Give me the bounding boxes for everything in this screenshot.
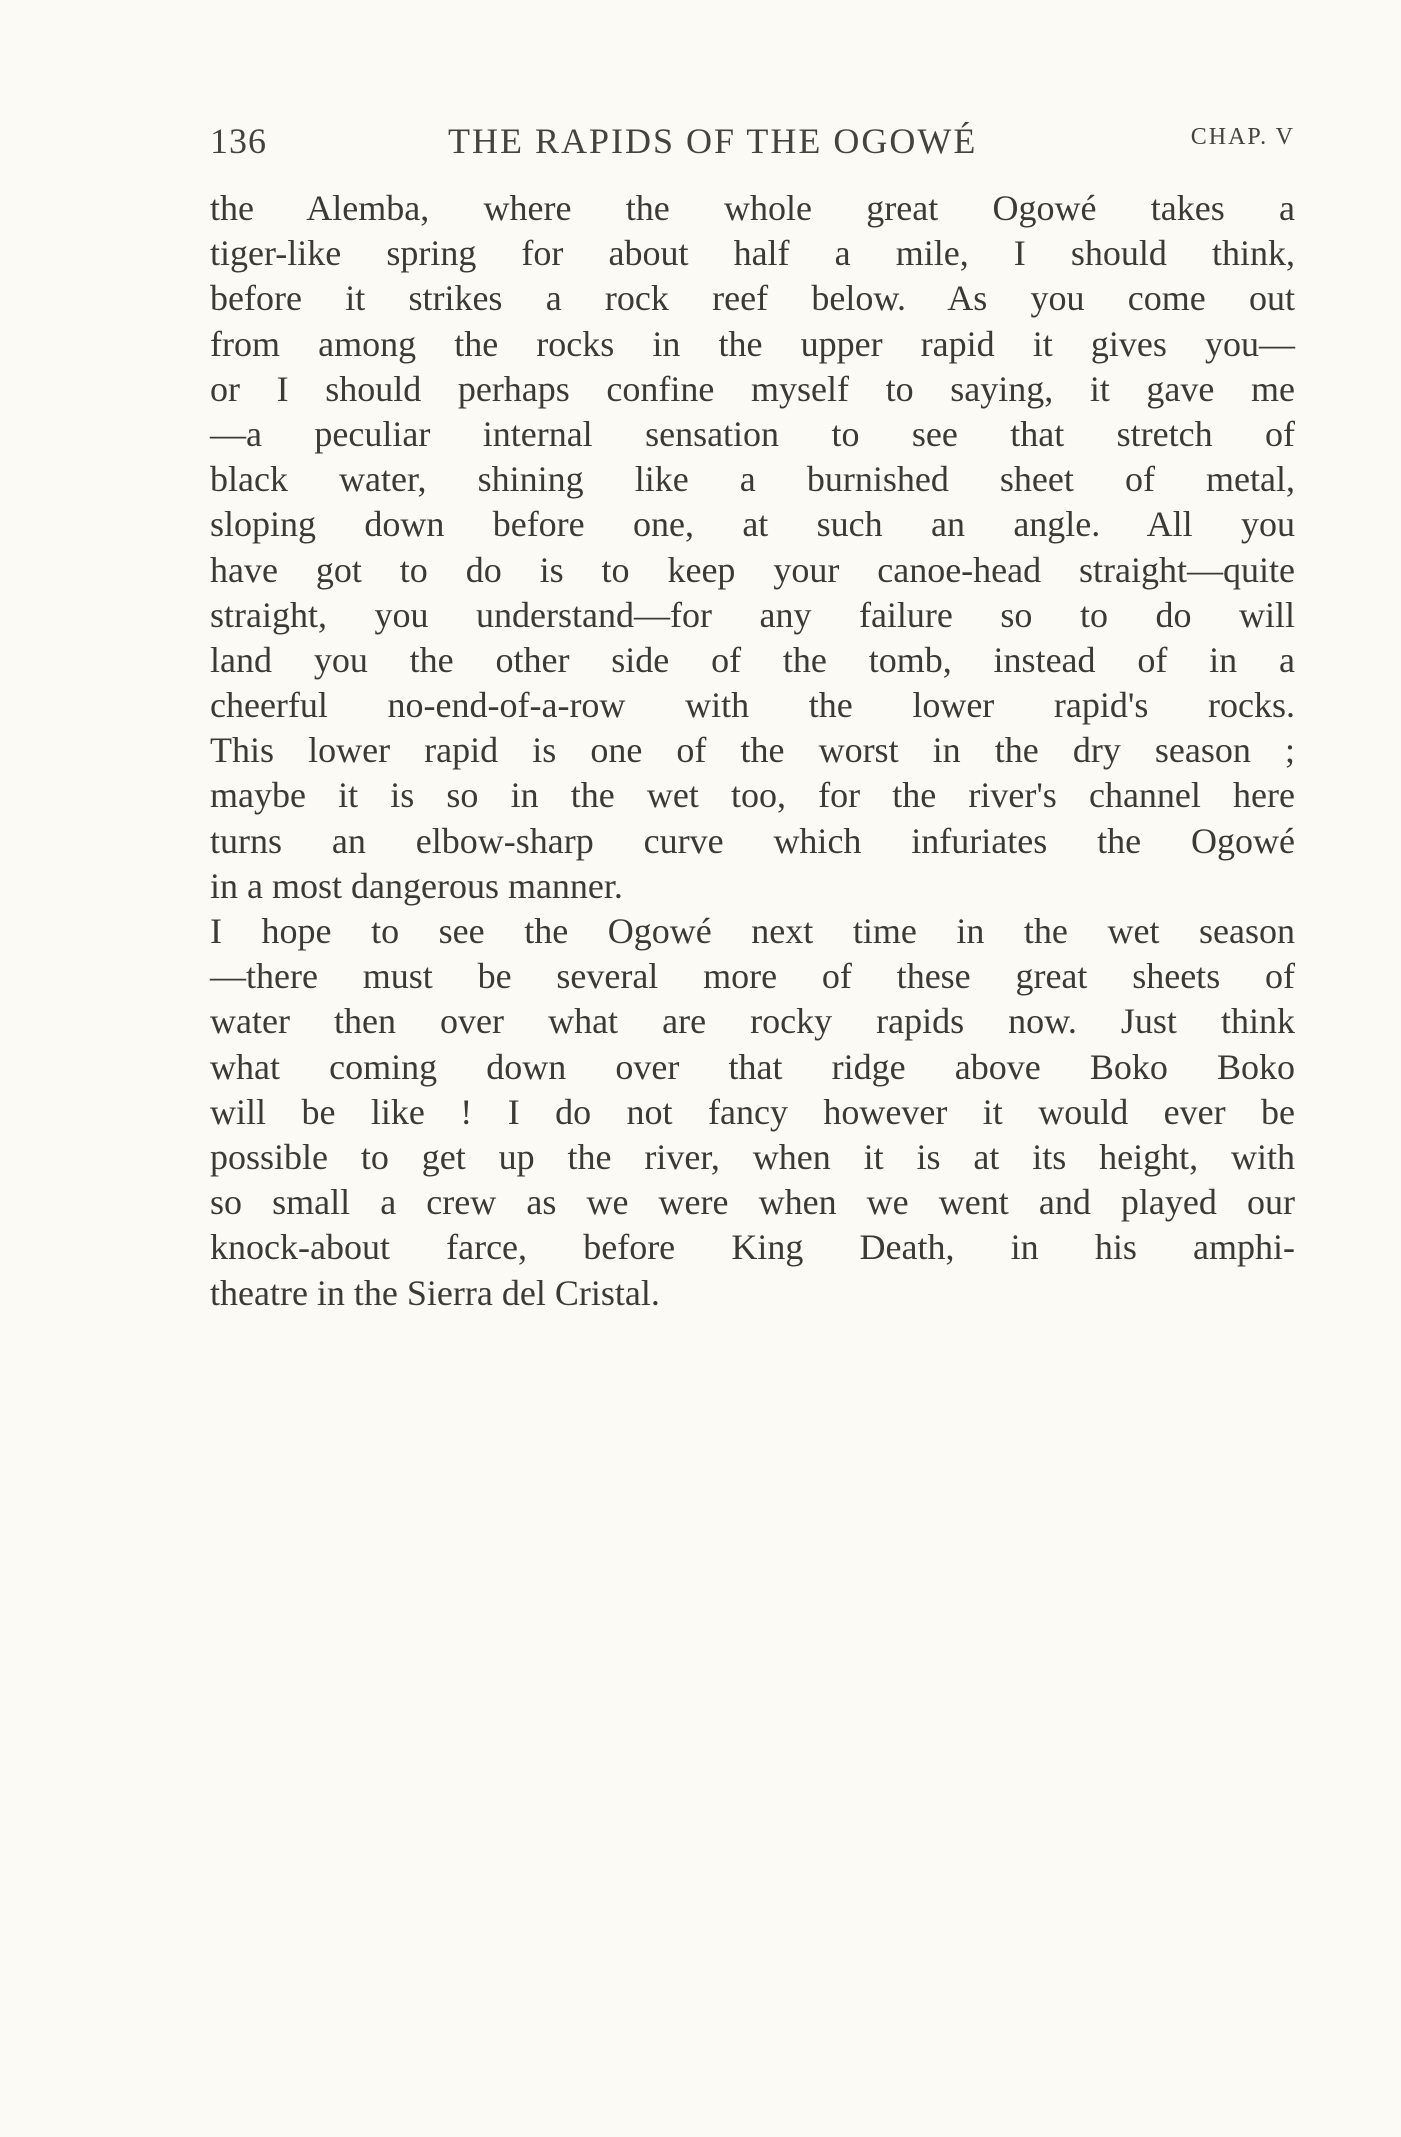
- running-title: THE RAPIDS OF THE OGOWÉ: [448, 121, 978, 161]
- text-line: will be like ! I do not fancy however it would ever be: [210, 1091, 1295, 1132]
- text-line: the Alemba, where the whole great Ogowé takes a: [210, 188, 1295, 228]
- text-line: before it strikes a rock reef below. As you come out: [210, 278, 1295, 319]
- text-line: in a most dangerous manner.: [210, 865, 623, 906]
- text-line: so small a crew as we were when we went and played our: [210, 1182, 1295, 1223]
- text-line: —a peculiar internal sensation to see that stretch of: [210, 413, 1295, 454]
- text-line: water then over what are rocky rapids now. Just think: [210, 1001, 1295, 1042]
- body-text: [210, 186, 1295, 1316]
- text-line: I hope to see the Ogowé next time in the wet season: [210, 911, 1295, 951]
- text-line: what coming down over that ridge above Boko Boko: [210, 1046, 1295, 1087]
- text-line: have got to do is to keep your canoe-head straight—quite: [210, 549, 1295, 590]
- text-line: from among the rocks in the upper rapid it gives you—: [210, 323, 1295, 364]
- text-line: cheerful no-end-of-a-row with the lower rapid's rocks.: [210, 685, 1295, 726]
- text-line: land you the other side of the tomb, instead of in a: [210, 639, 1295, 680]
- text-line: or I should perhaps confine myself to saying, it gave me: [210, 368, 1295, 409]
- chapter-label: CHAP. V: [1190, 124, 1295, 150]
- paragraph-2: [210, 909, 1295, 1316]
- text-line: maybe it is so in the wet too, for the river's channel here: [210, 775, 1295, 816]
- text-line: tiger-like spring for about half a mile, I should think,: [210, 233, 1295, 274]
- text-line: black water, shining like a burnished sheet of metal,: [210, 459, 1295, 500]
- text-line: turns an elbow-sharp curve which infuriates the Ogowé: [210, 820, 1295, 861]
- text-line: possible to get up the river, when it is at its height, with: [210, 1136, 1295, 1177]
- text-line: sloping down before one, at such an angle. All you: [210, 504, 1295, 545]
- text-line: theatre in the Sierra del Cristal.: [210, 1272, 660, 1313]
- text-line: knock-about farce, before King Death, in his amphi-: [210, 1227, 1295, 1268]
- paragraph-1: [210, 186, 1295, 909]
- text-line: straight, you understand—for any failure so to do will: [210, 594, 1295, 635]
- text-line: This lower rapid is one of the worst in the dry season ;: [210, 730, 1295, 771]
- text-line: —there must be several more of these great sheets of: [210, 956, 1295, 997]
- running-head: [210, 120, 1295, 170]
- page-number: 136: [210, 121, 267, 161]
